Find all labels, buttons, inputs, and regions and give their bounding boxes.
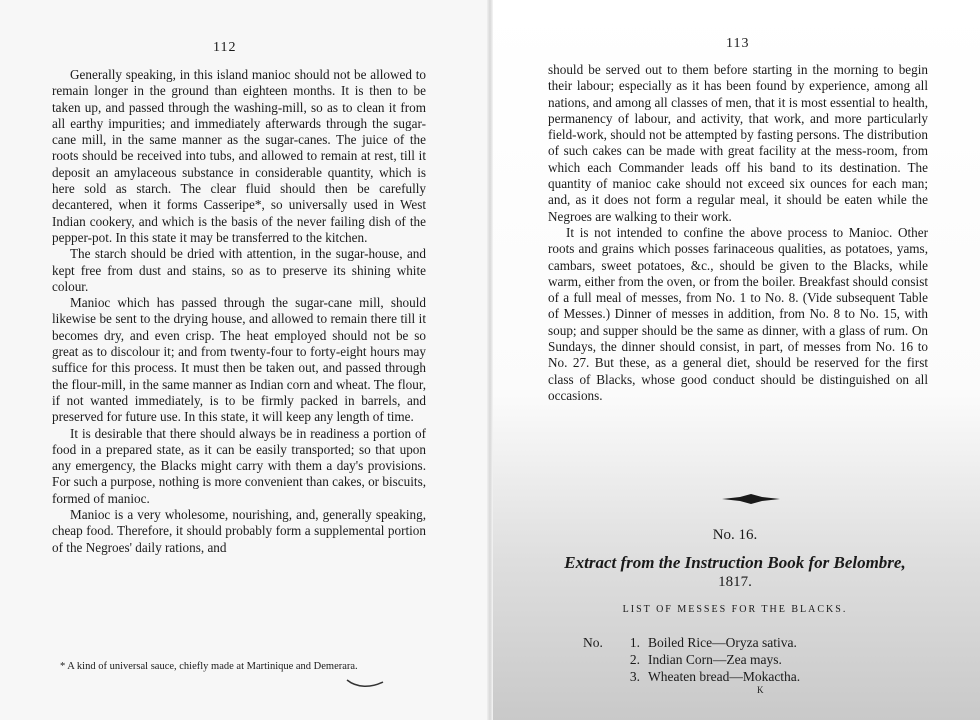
list-item-number: 2. (629, 652, 640, 667)
footnote-flourish-mark (345, 676, 385, 688)
list-item-text: Boiled Rice—Oryza sativa. (648, 635, 797, 650)
section-divider-ornament (720, 492, 782, 506)
list-item-text: Indian Corn—Zea mays. (648, 652, 782, 667)
paragraph: should be served out to them before starting in the morning to begin their labour; especially as it has been found by experience, among all nations, and among all classes of men, that it is most essential to health, permanency of labour, and activity, that work, and more particularly field-work, should not be attempted by fasting persons. The distribution of such cakes can be made with great facility at the mess-room, from which each Commander leads off his band to its destination. The quantity of manioc cake should not exceed six ounces for each man; and, as it does not form a regular meal, it should be eaten while the Negroes are walking to their work. (548, 62, 928, 224)
extract-title: Extract from the Instruction Book for Belombre, (564, 553, 906, 572)
paragraph: Generally speaking, in this island manioc should not be allowed to remain longer in the ground than eighteen months. It is then to be taken up, and passed through the washing-mill, so as to clean it from all earthy impurities; and immediately afterwards through the sugar-cane mill, in the same manner as the sugar-canes. The juice of the roots should be received into tubs, and allowed to remain at rest, till it deposit an amylaceous substance in considerable quantity, which is here sold as starch. The clear fluid should then be carefully decantered, when it forms Casseripe*, so universally used in West Indian cookery, and which is the basis of the never failing dish of the pepper-pot. In this state it may be transferred to the kitchen. (52, 67, 426, 245)
right-page-body (548, 62, 928, 404)
list-item-text: Wheaten bread—Mokactha. (648, 669, 801, 684)
extract-year: 1817. (718, 574, 752, 590)
list-header: LIST OF MESSES FOR THE BLACKS. (622, 604, 848, 615)
left-page-body (52, 67, 426, 556)
paragraph: It is desirable that there should always be in readiness a portion of food in a prepared state, as it can be easily transported; so that upon any emergency, the Blacks might carry with them a day's provisions. For such a purpose, nothing is more convenient than cakes, or biscuits, formed of manioc. (52, 425, 426, 506)
list-prefix: No. (583, 635, 603, 650)
list-item-number: 1. (629, 635, 640, 650)
paragraph: Manioc which has passed through the sugar-cane mill, should likewise be sent to the drying house, and allowed to remain there till it becomes dry, and even crisp. The heat employed should not be so great as to discolour it; and from twenty-four to forty-eight hours may suffice for this process. It must then be taken out, and passed through the flour-mill, in the same manner as Indian corn and wheat. The flour, if not wanted immediately, is to be firmly packed in barrels, and preserved for future use. In this state, it will keep any length of time. (52, 295, 426, 425)
signature-mark: K (757, 685, 764, 695)
paragraph: Manioc is a very wholesome, nourishing, and, generally speaking, cheap food. Therefore, it should probably form a supplemental portion of the Negroes' daily rations, and (52, 507, 426, 555)
list-item (583, 668, 800, 685)
section-number: No. 16. (712, 527, 758, 543)
list-item-number: 3. (629, 669, 640, 684)
messes-list (583, 634, 800, 685)
paragraph: It is not intended to confine the above process to Manioc. Other roots and grains which posses farinaceous qualities, as potatoes, yams, cambars, sweet potatoes, &c., should be given to the Blacks, while warm, either from the oven, or from the boiler. Breakfast should consist of a full meal of messes, from No. 1 to No. 8. (Vide subsequent Table of Messes.) Dinner of messes in addition, from No. 8 to No. 15, with soup; and supper should be the same as dinner, with a glass of rum. On Sundays, the dinner should consist, in part, of messes from No. 16 to No. 27. But these, as a general diet, should be reserved for the first class of Blacks, whose good conduct should be distinguished on all occasions. (548, 224, 928, 403)
list-item (583, 651, 800, 668)
paragraph: The starch should be dried with attention, in the sugar-house, and kept free from dust and stains, so as to preserve its shining white colour. (52, 246, 426, 294)
list-item (583, 634, 800, 651)
left-page-number: 112 (213, 40, 237, 55)
right-page-number: 113 (726, 36, 750, 51)
footnote: * A kind of universal sauce, chiefly made at Martinique and Demerara. (60, 661, 358, 672)
